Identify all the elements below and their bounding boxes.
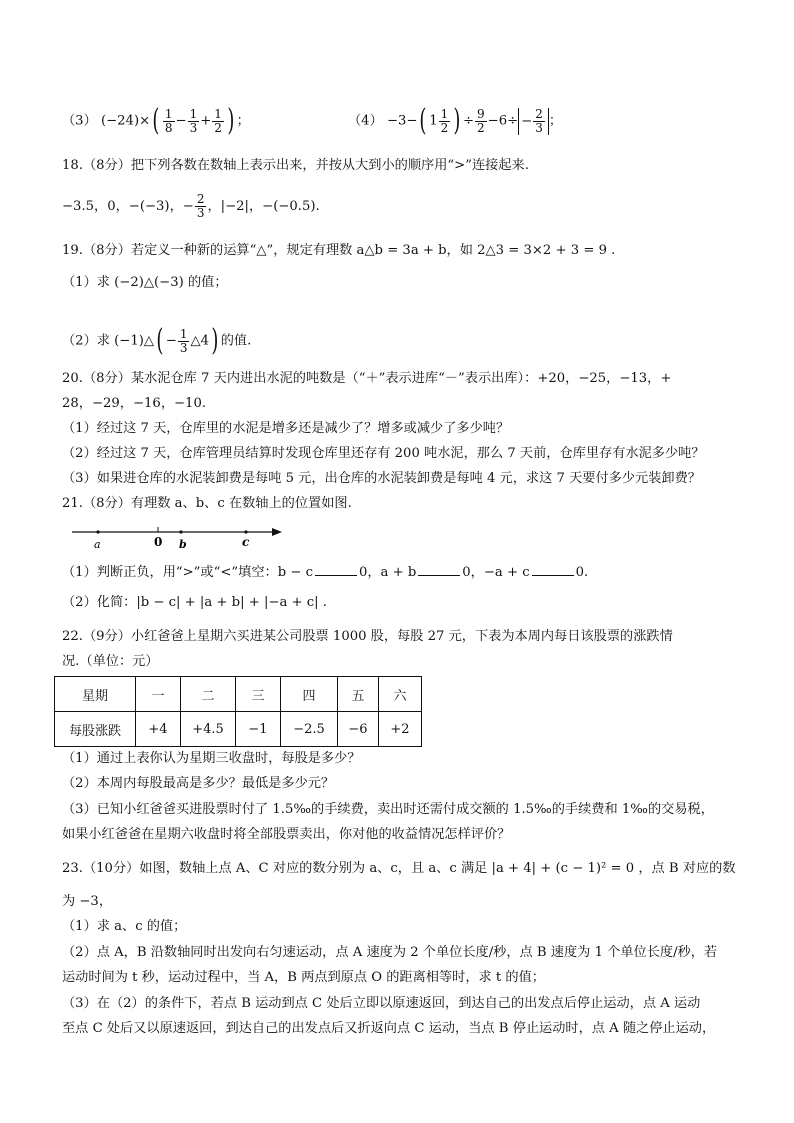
table-cell: −1: [236, 712, 281, 747]
table-row: [55, 677, 422, 712]
q20-title: 20.（8分）某水泥仓库 7 天内进出水泥的吨数是（“＋”表示进库“－”表示出库）：+20，−25，−13，+: [62, 371, 672, 386]
table-cell: 三: [236, 677, 281, 712]
q23-part2-cont: 运动时间为 t 秒，运动过程中，当 A，B 两点到原点 O 的距离相等时，求 t 的值；: [62, 970, 545, 985]
table-cell: 六: [379, 677, 422, 712]
q19-part1: （1）求 (−2)△(−3) 的值；: [62, 275, 228, 290]
answer-blank-3[interactable]: [532, 563, 574, 576]
q18-title: 18.（8分）把下列各数在数轴上表示出来，并按从大到小的顺序用“>”连接起来.: [62, 158, 529, 173]
q23-part2: （2）点 A，B 沿数轴同时出发向右匀速运动，点 A 速度为 2 个单位长度/秒，点 B 速度为 1 个单位长度/秒，若: [62, 945, 718, 960]
q20-part2: （2）经过这 7 天，仓库管理员结算时发现仓库里还存有 200 吨水泥，那么 7 天前，仓库里存有水泥多少吨？: [62, 446, 705, 461]
axis-label-b: b: [179, 538, 187, 550]
q23-title-cont: 为 −3，: [62, 894, 113, 909]
q20-part3: （3）如果进仓库的水泥装卸费是每吨 5 元，出仓库的水泥装卸费是每吨 4 元，求这 7 天要付多少元装卸费？: [62, 471, 701, 486]
table-cell: +4.5: [181, 712, 236, 747]
q23-part3: （3）在（2）的条件下，若点 B 运动到点 C 处后立即以原速返回，到达自己的出发点后停止运动，点 A 运动: [62, 996, 701, 1011]
table-cell: +4: [136, 712, 181, 747]
q19-part2: （2）求 (−1)△( − $\frac{1}{3}$ △4) 的值.: [62, 323, 252, 358]
axis-label-a: a: [94, 538, 101, 550]
table-row: [55, 712, 422, 747]
answer-blank-2[interactable]: [418, 563, 460, 576]
table-cell: +2: [379, 712, 422, 747]
table-cell: 每股涨跌: [55, 712, 136, 747]
q17-part3: （3） (−24)×( $\frac{1}{8}$ − $\frac{1}{3}$ + $\frac{1}{2}$ ) ；: [62, 103, 250, 138]
q20-part1: （1）经过这 7 天，仓库里的水泥是增多还是减少了？增多或减少了多少吨？: [62, 421, 510, 436]
table-cell: 四: [281, 677, 338, 712]
table-cell: 五: [338, 677, 379, 712]
stock-table: [54, 676, 422, 747]
table-cell: 一: [136, 677, 181, 712]
axis-label-c: c: [242, 535, 250, 549]
table-cell: −2.5: [281, 712, 338, 747]
q21-number-line: [70, 522, 290, 550]
q23-part3-cont: 至点 C 处后又以原速返回，到达自己的出发点后又折返向点 C 运动，当点 B 停止运动时，点 A 随之停止运动，: [62, 1021, 716, 1036]
axis-label-0: 0: [154, 535, 163, 549]
answer-blank-1[interactable]: [315, 563, 357, 576]
q21-part1: （1）判断正负，用“>”或“<”填空：b − c 0，a + b 0，−a + c 0.: [62, 565, 589, 580]
q22-title-cont: 况.（单位：元）: [62, 654, 159, 669]
q21-title: 21.（8分）有理数 a、b、c 在数轴上的位置如图.: [62, 496, 352, 511]
q22-part2: （2）本周内每股最高是多少？最低是多少元？: [62, 776, 335, 791]
q23-part1: （1）求 a、c 的值；: [62, 919, 187, 934]
q22-title: 22.（9分）小红爸爸上星期六买进某公司股票 1000 股，每股 27 元，下表为本周内每日该股票的涨跌情: [62, 629, 673, 644]
q23-title: 23.（10分）如图，数轴上点 A、C 对应的数分别为 a、c，且 a、c 满足 |a + 4| + (c − 1)² = 0 ，点 B 对应的数: [62, 861, 736, 876]
q22-part1: （1）通过上表你认为星期三收盘时，每股是多少？: [62, 751, 361, 766]
table-cell: −6: [338, 712, 379, 747]
table-cell: 星期: [55, 677, 136, 712]
table-cell: 二: [181, 677, 236, 712]
q18-numbers: −3.5，0，−(−3)，− $\frac{2}{3}$ ，|−2|，−(−0.5).: [62, 192, 320, 220]
q20-title-cont: 28，−29，−16，−10.: [62, 396, 207, 411]
q21-part2: （2）化简：|b − c| + |a + b| + |−a + c| .: [62, 595, 327, 610]
q22-part3: （3）已知小红爸爸买进股票时付了 1.5‰的手续费，卖出时还需付成交额的 1.5‰的手续费和 1‰的交易税，: [62, 802, 714, 817]
q22-part3-cont: 如果小红爸爸在星期六收盘时将全部股票卖出，你对他的收益情况怎样评价？: [62, 827, 511, 842]
q17-part4: （4） −3−( 1 $\frac{1}{2}$ ) ÷ $\frac{9}{2}$ −6÷ − $\frac{2}{3}$ ；: [348, 103, 563, 138]
q19-title: 19.（8分）若定义一种新的运算“△”，规定有理数 a△b = 3a + b，如 2△3 = 3×2 + 3 = 9 .: [62, 243, 616, 258]
